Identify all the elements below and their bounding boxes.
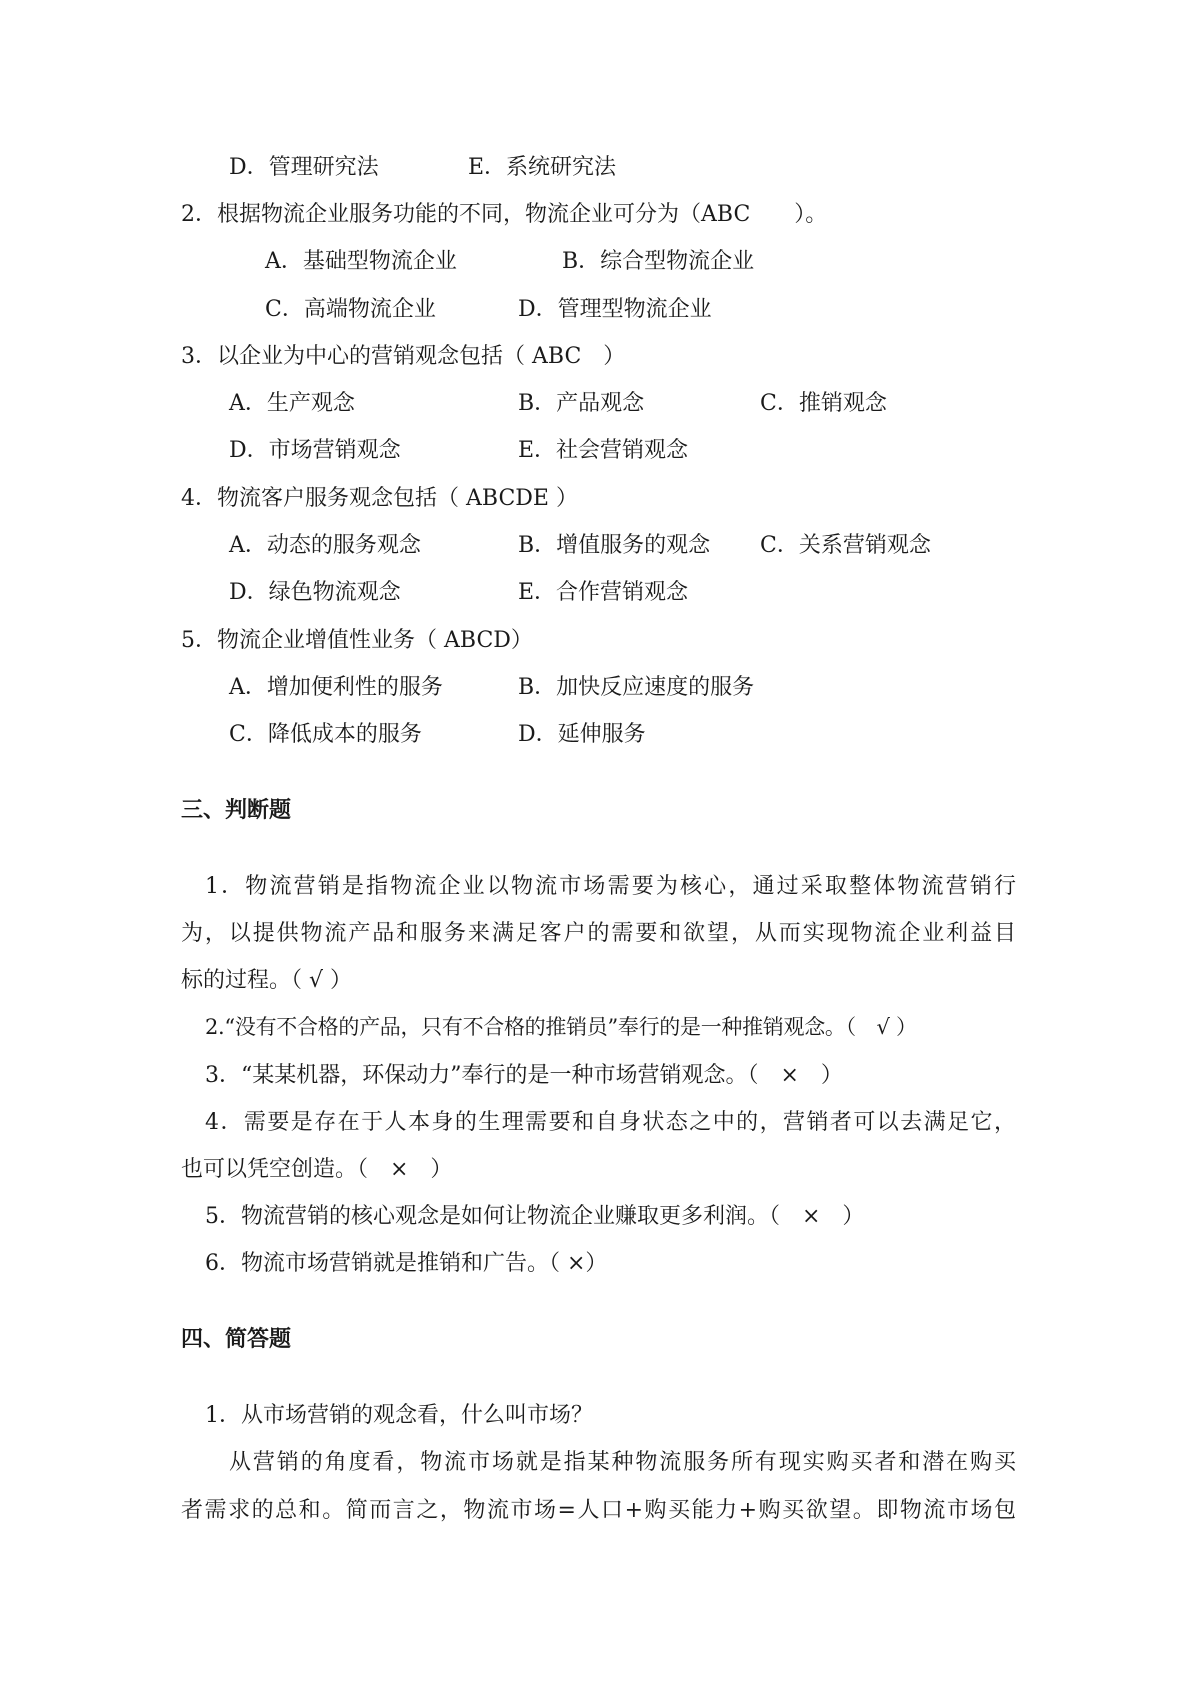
judgment-5: 5．物流营销的核心观念是如何让物流企业赚取更多利润。（ × ） [205,1204,865,1229]
q3-option-b: B．产品观念 [518,391,645,416]
q2-option-a: A．基础型物流企业 [265,249,457,274]
judgment-6: 6．物流市场营销就是推销和广告。（ ×） [205,1251,608,1276]
q4-stem: 4．物流客户服务观念包括（ ABCDE ） [181,486,578,511]
q5-option-d: D．延伸服务 [518,722,646,747]
q3-option-c: C．推销观念 [760,391,887,416]
q4-option-c: C．关系营销观念 [760,533,931,558]
q4-option-a: A．动态的服务观念 [229,533,421,558]
judgment-1-line-1: 1．物流营销是指物流企业以物流市场需要为核心，通过采取整体物流营销行 [205,874,1016,899]
q5-option-c: C．降低成本的服务 [229,722,422,747]
judgment-1-line-3: 标的过程。（ √ ） [181,968,353,993]
q3-option-a: A．生产观念 [229,391,355,416]
q3-option-e: E．社会营销观念 [518,438,689,463]
short-answer-1-answer-line-1: 从营销的角度看，物流市场就是指某种物流服务所有现实购买者和潜在购买 [229,1450,1016,1475]
judgment-1-line-2: 为，以提供物流产品和服务来满足客户的需要和欲望，从而实现物流企业利益目 [181,921,1016,946]
q2-option-b: B．综合型物流企业 [562,249,755,274]
short-answer-1-answer-line-2: 者需求的总和。简而言之，物流市场=人口+购买能力+购买欲望。即物流市场包 [181,1498,1016,1523]
q1-option-d: D．管理研究法 [229,155,379,180]
q2-option-d: D．管理型物流企业 [518,297,712,322]
q2-stem: 2．根据物流企业服务功能的不同，物流企业可分为（ABC ）。 [181,202,828,227]
section-title-judgment: 三、判断题 [181,798,292,823]
q4-option-e: E．合作营销观念 [518,580,689,605]
short-answer-1-question: 1．从市场营销的观念看，什么叫市场？ [205,1403,593,1428]
q2-option-c: C．高端物流企业 [265,297,436,322]
q1-option-e: E．系统研究法 [468,155,617,180]
q5-option-b: B．加快反应速度的服务 [518,675,755,700]
q4-option-d: D．绿色物流观念 [229,580,401,605]
judgment-2: 2.“没有不合格的产品，只有不合格的推销员”奉行的是一种推销观念。（ √ ） [205,1015,917,1039]
judgment-4-line-1: 4．需要是存在于人本身的生理需要和自身状态之中的，营销者可以去满足它， [205,1110,1016,1135]
q3-stem: 3．以企业为中心的营销观念包括（ ABC ） [181,344,626,369]
q5-stem: 5．物流企业增值性业务（ ABCD） [181,628,533,653]
section-title-short-answer: 四、简答题 [181,1327,292,1352]
q5-option-a: A．增加便利性的服务 [229,675,443,700]
q3-option-d: D．市场营销观念 [229,438,401,463]
q4-option-b: B．增值服务的观念 [518,533,711,558]
judgment-4-line-2: 也可以凭空创造。（ × ） [181,1157,453,1182]
judgment-3: 3．“某某机器，环保动力”奉行的是一种市场营销观念。（ × ） [205,1063,843,1088]
